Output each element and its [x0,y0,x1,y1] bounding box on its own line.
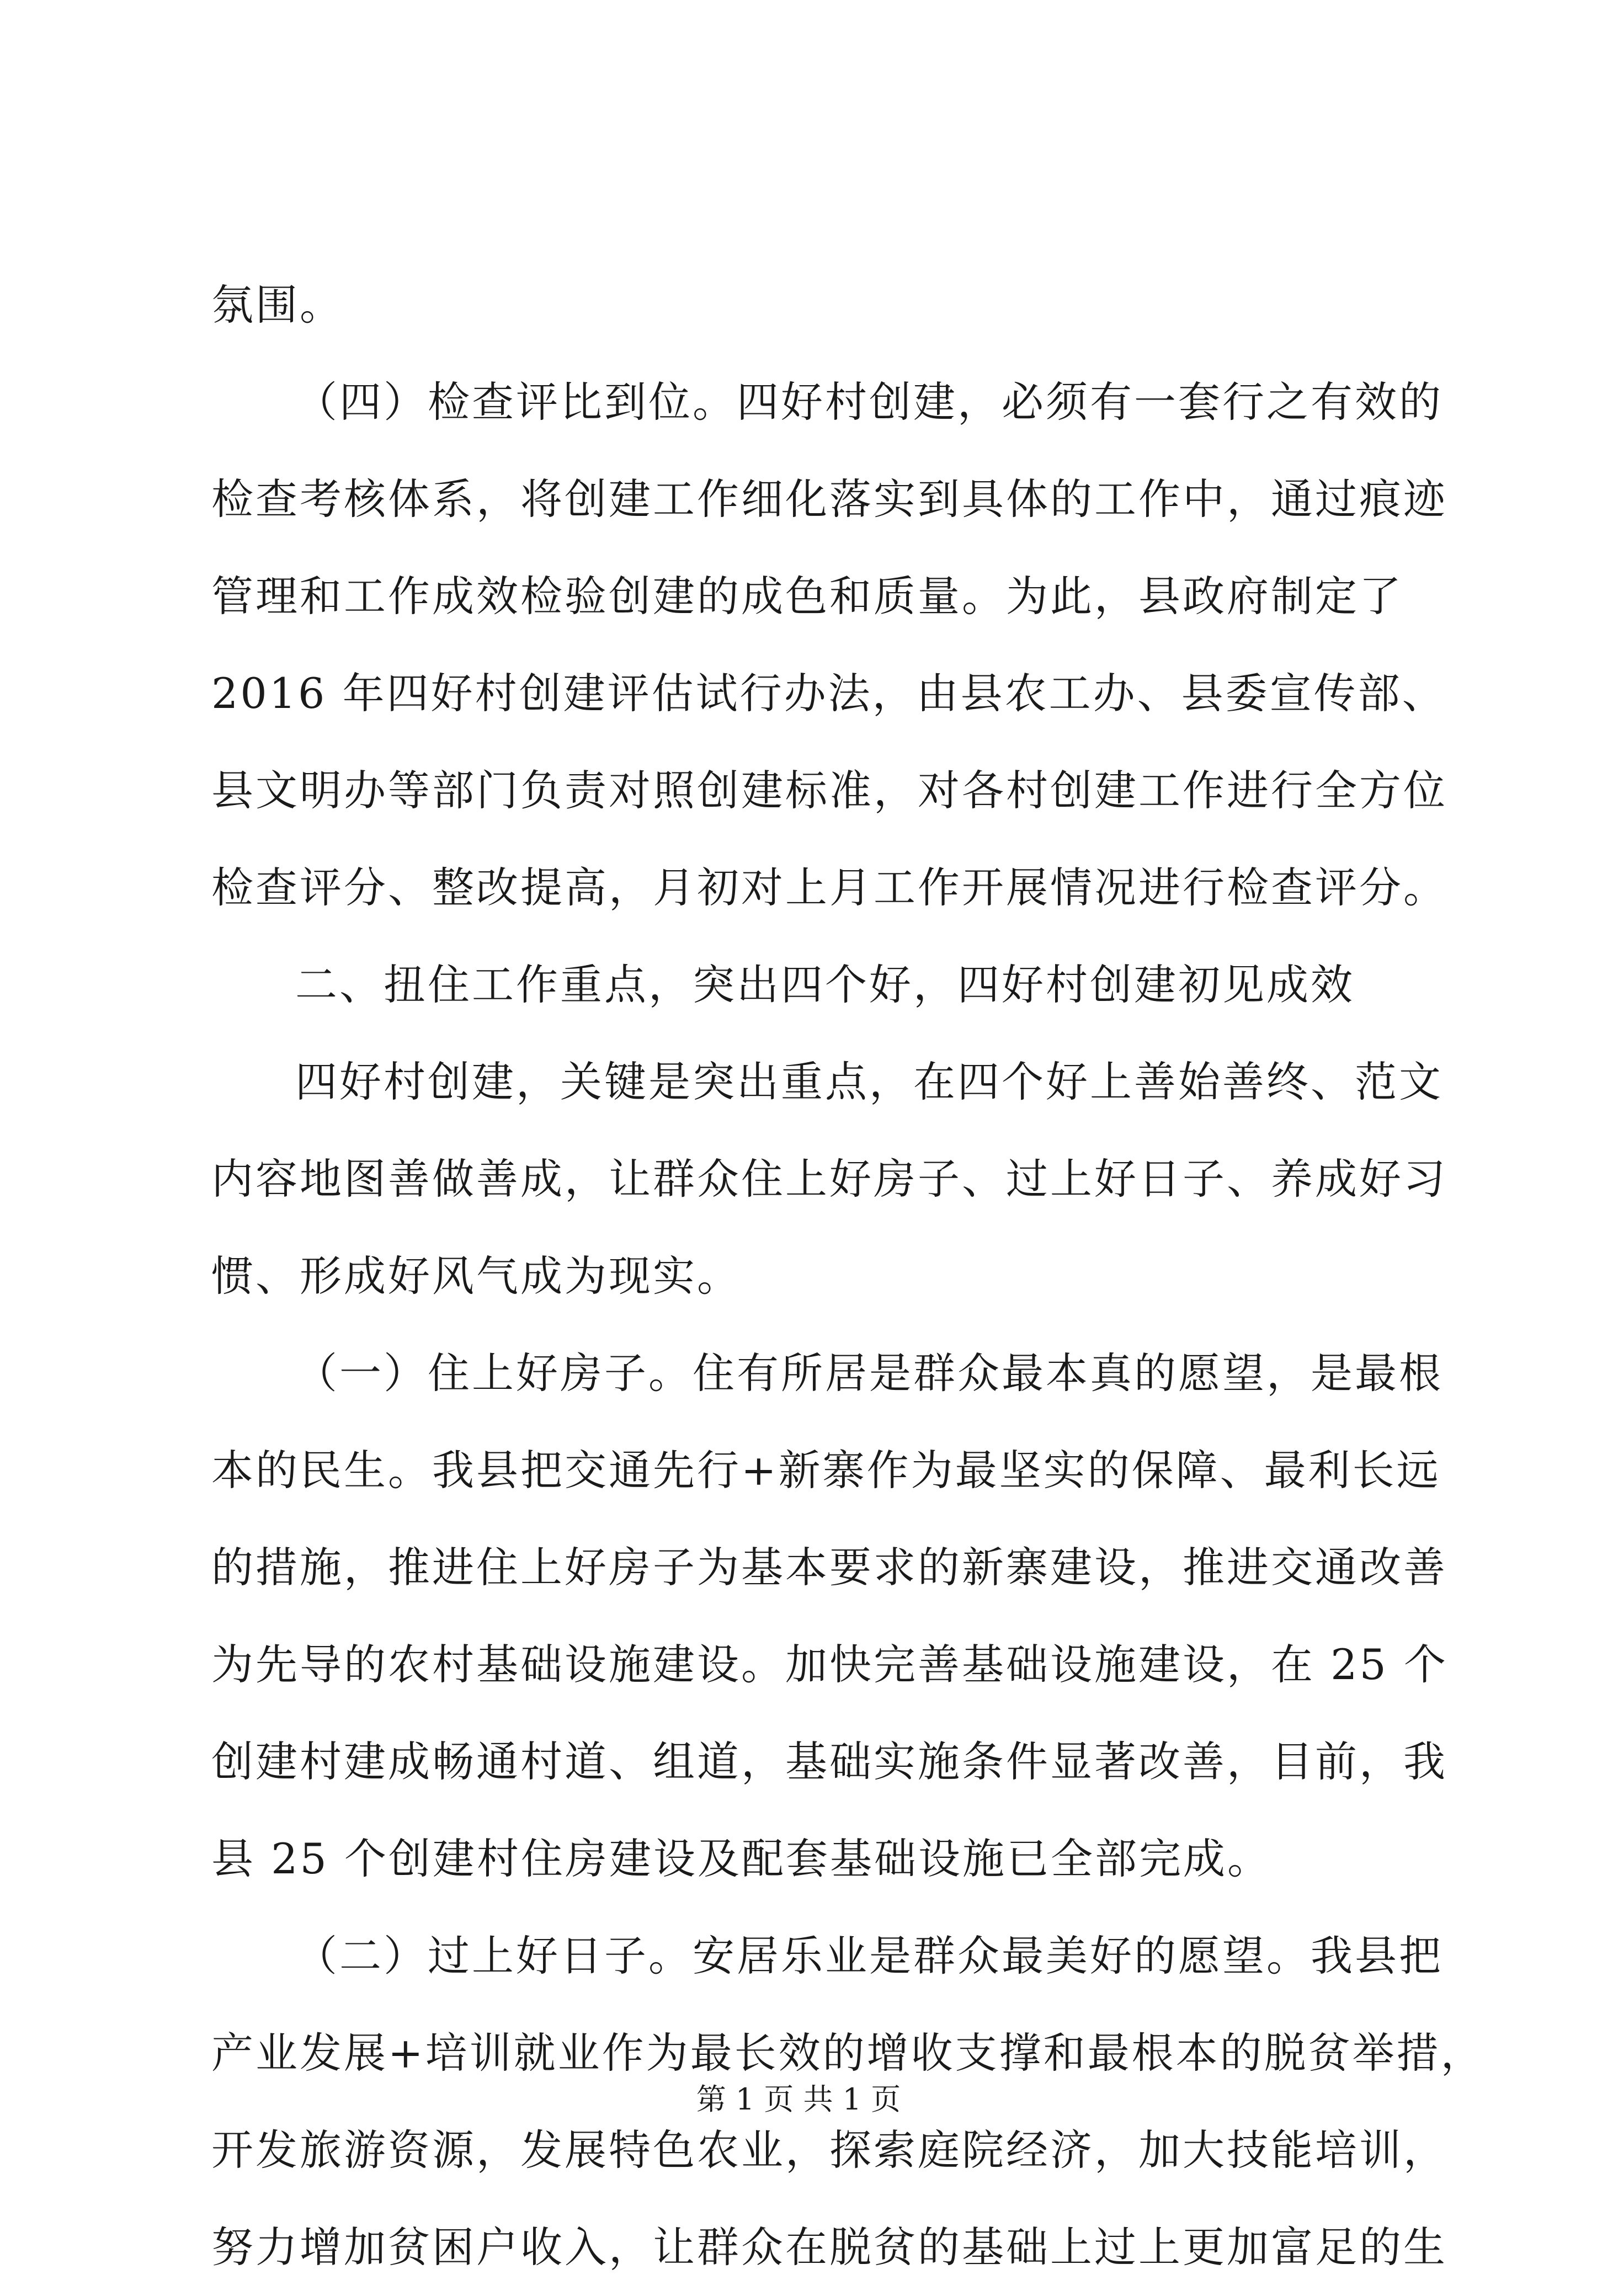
text-line: （四）检查评比到位。四好村创建，必须有一套行之有效的 [295,377,1443,427]
text-line: 努力增加贫困户收入，让群众在脱贫的基础上过上更加富足的生 [211,2223,1447,2272]
text-line: 检查考核体系，将创建工作细化落实到具体的工作中，通过痕迹 [211,475,1447,524]
document-body [211,257,1485,2296]
text-line: 本的民生。我县把交通先行+新寨作为最坚实的保障、最利长远 [211,1446,1441,1495]
text-line: 管理和工作成效检验创建的成色和质量。为此，县政府制定了 [211,572,1403,621]
text-line: 的措施，推进住上好房子为基本要求的新寨建设，推进交通改善 [211,1543,1447,1592]
text-line: 二、扭住工作重点，突出四个好，四好村创建初见成效 [295,960,1355,1009]
text-line: （二）过上好日子。安居乐业是群众最美好的愿望。我县把 [295,1931,1443,1980]
text-line: 检查评分、整改提高，月初对上月工作开展情况进行检查评分。 [211,863,1447,912]
text-line: 为先导的农村基础设施建设。加快完善基础设施建设，在 25 个 [211,1640,1449,1689]
text-line: 创建村建成畅通村道、组道，基础实施条件显著改善，目前，我 [211,1737,1447,1786]
text-line: 内容地图善做善成，让群众住上好房子、过上好日子、养成好习 [211,1154,1447,1203]
text-line: 氛围。 [211,280,344,329]
text-line: 开发旅游资源，发展特色农业，探索庭院经济，加大技能培训， [211,2125,1447,2175]
text-line: 县 25 个创建村住房建设及配套基础设施已全部完成。 [211,1834,1272,1883]
text-line: 2016 年四好村创建评估试行办法，由县农工办、县委宣传部、 [211,669,1446,718]
text-line: 惯、形成好风气成为现实。 [211,1251,741,1301]
text-line: 四好村创建，关键是突出重点，在四个好上善始善终、范文 [295,1057,1443,1106]
text-line: 产业发展+培训就业作为最长效的增收支撑和最根本的脱贫举措， [211,2028,1485,2077]
page-footer: 第 1 页 共 1 页 [696,2082,901,2117]
text-line: （一）住上好房子。住有所居是群众最本真的愿望，是最根 [295,1349,1443,1398]
text-line: 县文明办等部门负责对照创建标准，对各村创建工作进行全方位 [211,766,1447,815]
